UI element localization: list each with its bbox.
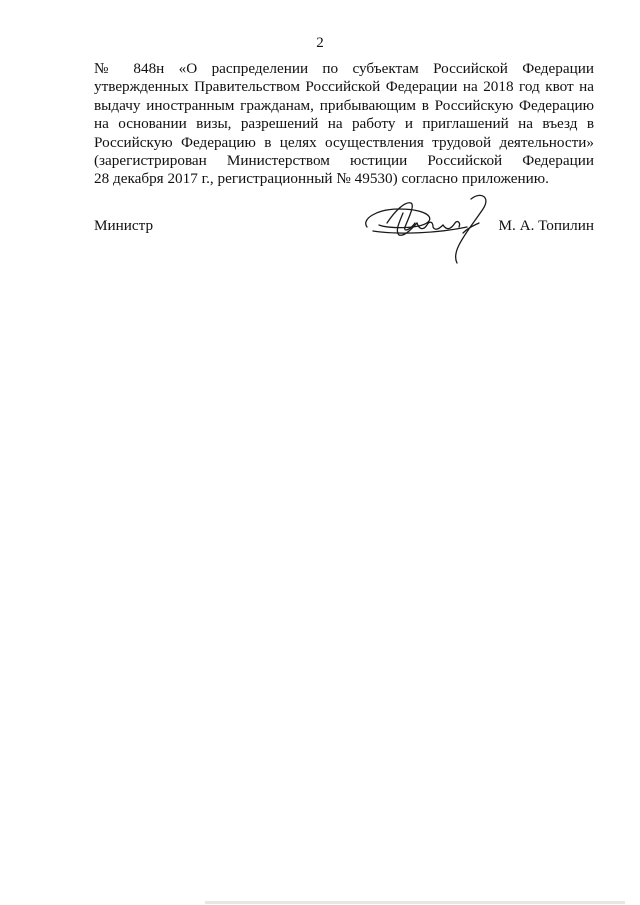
page-number: 2 bbox=[316, 35, 324, 51]
body-line: на основании визы, разрешений на работу и приглашений на въезд в bbox=[94, 115, 594, 133]
body-line: № 848н «О распределении по субъектам Российской Федерации bbox=[94, 60, 594, 77]
signer-name: М. А. Топилин bbox=[498, 217, 594, 234]
scan-edge-mark bbox=[205, 901, 625, 904]
body-line: (зарегистрирован Министерством юстиции Российской Федерации bbox=[94, 151, 594, 169]
body-line: утвержденных Правительством Российской Федерации на 2018 год квот на bbox=[94, 78, 594, 96]
signer-title: Министр bbox=[94, 217, 154, 234]
body-line: 28 декабря 2017 г., регистрационный № 49530) согласно приложению. bbox=[94, 170, 549, 188]
body-line: Российскую Федерацию в целях осуществления трудовой деятельности» bbox=[94, 133, 594, 151]
body-line: выдачу иностранным гражданам, прибывающим в Российскую Федерацию bbox=[94, 96, 594, 114]
body-paragraph bbox=[94, 60, 594, 189]
signature-block bbox=[94, 215, 594, 275]
handwritten-signature bbox=[359, 193, 499, 265]
